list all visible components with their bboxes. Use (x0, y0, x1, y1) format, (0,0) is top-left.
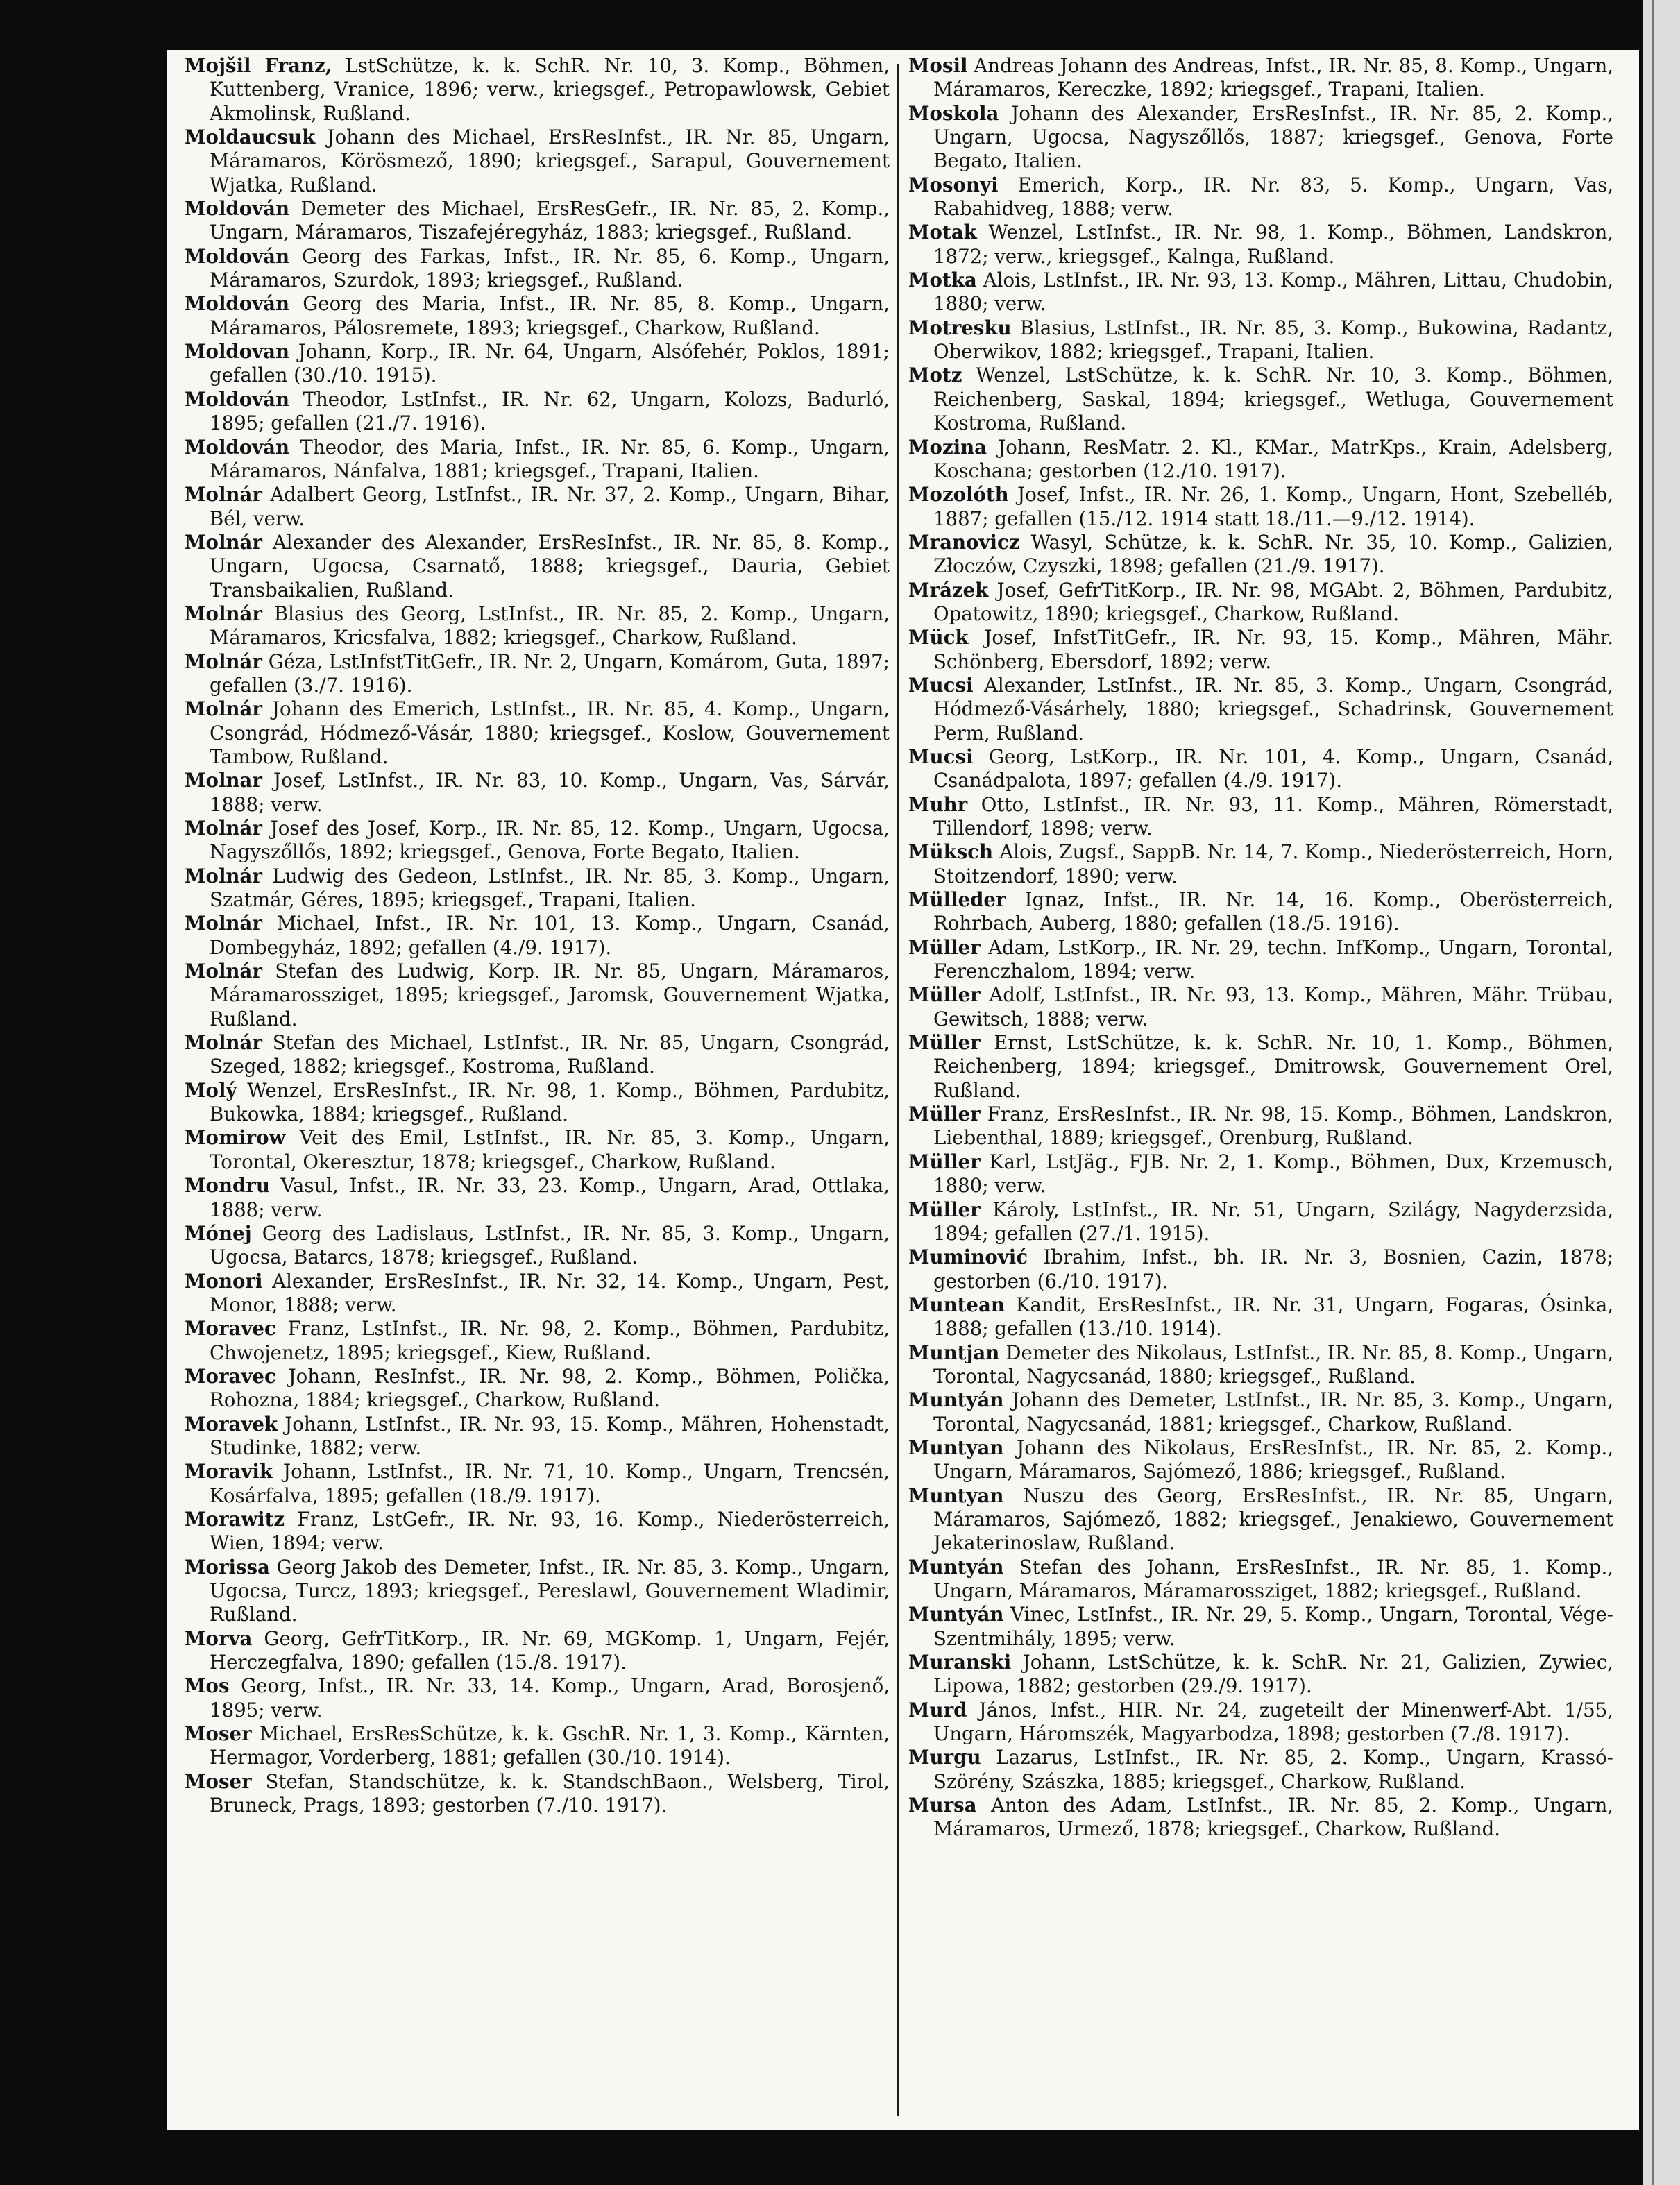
casualty-entry (185, 1317, 890, 1365)
entry-surname: Morva (185, 1626, 253, 1650)
entry-details: Stefan des Johann, ErsResInfst., IR. Nr. 85, 1. Komp., Ungarn, Máramaros, Máramarossziget, 1882; kriegsgef., Rußland. (933, 1555, 1613, 1602)
casualty-entry (908, 1651, 1613, 1699)
entry-details: Theodor, LstInfst., IR. Nr. 62, Ungarn, Kolozs, Badurló, 1895; gefallen (21./7. 1916). (210, 387, 890, 435)
entry-details: Adolf, LstInfst., IR. Nr. 93, 13. Komp., Mähren, Mähr. Trübau, Gewitsch, 1888; verw. (933, 983, 1613, 1030)
entry-details: Andreas Johann des Andreas, Infst., IR. Nr. 85, 8. Komp., Ungarn, Máramaros, Kereczke, 1892; kriegsgef., Trapani, Italien. (933, 54, 1613, 101)
entry-details: Johann, LstSchütze, k. k. SchR. Nr. 21, Galizien, Zywiec, Lipowa, 1882; gestorben (29./9. 1917). (933, 1651, 1613, 1698)
entry-surname: Moser (185, 1722, 252, 1746)
entry-details: Johann, LstInfst., IR. Nr. 93, 15. Komp., Mähren, Hohenstadt, Studinke, 1882; verw. (210, 1412, 890, 1459)
entry-surname: Molnár (185, 817, 262, 840)
casualty-entry (185, 126, 890, 197)
entry-details: Michael, ErsResSchütze, k. k. GschR. Nr. 1, 3. Komp., Kärnten, Hermagor, Vorderberg, 1881; gefallen (30./10. 1914). (210, 1722, 890, 1769)
casualty-entry (908, 221, 1613, 269)
casualty-entry (908, 983, 1613, 1031)
entry-details: Alois, LstInfst., IR. Nr. 93, 13. Komp., Mähren, Littau, Chudobin, 1880; verw. (933, 269, 1613, 316)
entry-surname: Murd (908, 1698, 967, 1721)
entry-surname: Morissa (185, 1555, 270, 1579)
casualty-entry (908, 1198, 1613, 1246)
entry-details: Blasius, LstInfst., IR. Nr. 85, 3. Komp., Bukowina, Radantz, Oberwikov, 1882; kriegsgef., Trapani, Italien. (933, 316, 1613, 364)
entry-surname: Muranski (908, 1651, 1012, 1674)
entry-surname: Moldován (185, 292, 290, 316)
casualty-entry (185, 912, 890, 960)
casualty-entry (908, 364, 1613, 435)
entry-surname: Molnar (185, 769, 262, 792)
entry-details: Georg Jakob des Demeter, Infst., IR. Nr. 85, 3. Komp., Ungarn, Ugocsa, Turcz, 1893; kriegsgef., Pereslawl, Gouvernement Wladimir, Rußland. (210, 1555, 890, 1626)
casualty-entry (185, 245, 890, 293)
casualty-entry (185, 1770, 890, 1818)
casualty-entry (185, 1126, 890, 1174)
casualty-entry (908, 1103, 1613, 1150)
entry-details: Ludwig des Gedeon, LstInfst., IR. Nr. 85, 3. Komp., Ungarn, Szatmár, Géres, 1895; kriegsgef., Trapani, Italien. (210, 864, 890, 912)
entry-details: Wenzel, ErsResInfst., IR. Nr. 98, 1. Komp., Böhmen, Pardubitz, Bukowka, 1884; kriegsgef., Rußland. (210, 1078, 890, 1126)
entry-details: Alexander, ErsResInfst., IR. Nr. 32, 14. Komp., Ungarn, Pest, Monor, 1888; verw. (210, 1269, 890, 1316)
entry-surname: Moskola (908, 101, 999, 125)
entry-details: Kandit, ErsResInfst., IR. Nr. 31, Ungarn, Fogaras, Ósinka, 1888; gefallen (13./10. 1914). (933, 1293, 1613, 1341)
entry-details: Stefan des Michael, LstInfst., IR. Nr. 85, Ungarn, Csongrád, Szeged, 1882; kriegsgef., Kostroma, Rußland. (210, 1031, 890, 1078)
casualty-entry (908, 1341, 1613, 1389)
casualty-entry (185, 1556, 890, 1627)
casualty-entry (185, 817, 890, 865)
casualty-entry (908, 1245, 1613, 1293)
casualty-entry (185, 1174, 890, 1222)
casualty-entry (185, 960, 890, 1031)
entry-details: Adam, LstKorp., IR. Nr. 29, techn. InfKomp., Ungarn, Torontal, Ferenczhalom, 1894; verw. (933, 935, 1613, 983)
casualty-entry (185, 697, 890, 769)
entry-details: Demeter des Nikolaus, LstInfst., IR. Nr. 85, 8. Komp., Ungarn, Torontal, Nagycsanád, 1880; kriegsgef., Rußland. (933, 1341, 1613, 1388)
entry-surname: Mosonyi (908, 173, 999, 196)
casualty-entry (908, 1150, 1613, 1198)
entry-details: Theodor, des Maria, Infst., IR. Nr. 85, 6. Komp., Ungarn, Máramaros, Nánfalva, 1881; kriegsgef., Trapani, Italien. (210, 435, 890, 482)
entry-details: Johann des Alexander, ErsResInfst., IR. Nr. 85, 2. Komp., Ungarn, Ugocsa, Nagyszőllős, 1887; kriegsgef., Genova, Forte Begato, Italien. (933, 101, 1613, 173)
entry-surname: Mónej (185, 1221, 252, 1245)
entry-surname: Molnár (185, 483, 262, 507)
entry-surname: Mülleder (908, 888, 1006, 912)
entry-surname: Muntjan (908, 1341, 1000, 1364)
entry-details: Johann des Demeter, LstInfst., IR. Nr. 85, 3. Komp., Ungarn, Torontal, Nagycsanád, 1881; kriegsgef., Charkow, Rußland. (933, 1388, 1613, 1436)
entry-surname: Muntean (908, 1293, 1005, 1316)
entry-surname: Mos (185, 1674, 230, 1698)
casualty-entry (185, 1270, 890, 1318)
entry-surname: Müller (908, 1150, 981, 1173)
entry-surname: Molnár (185, 697, 262, 721)
entry-surname: Molnár (185, 602, 262, 625)
entry-surname: Müller (908, 1198, 981, 1221)
entry-surname: Moldován (185, 435, 290, 459)
casualty-entry (185, 865, 890, 912)
entry-surname: Moravec (185, 1317, 276, 1341)
entry-surname: Mück (908, 626, 969, 649)
entry-details: Johann, Korp., IR. Nr. 64, Ungarn, Alsófehér, Poklos, 1891; gefallen (30./10. 1915). (210, 340, 890, 387)
entry-details: Georg, Infst., IR. Nr. 33, 14. Komp., Ungarn, Arad, Borosjenő, 1895; verw. (210, 1674, 890, 1721)
entry-surname: Molý (185, 1078, 237, 1102)
entry-details: Franz, LstInfst., IR. Nr. 98, 2. Komp., Böhmen, Pardubitz, Chwojenetz, 1895; kriegsgef., Kiew, Rußland. (210, 1317, 890, 1364)
entry-surname: Moravik (185, 1460, 273, 1483)
entry-surname: Moldaucsuk (185, 126, 316, 149)
entry-details: Johann, LstInfst., IR. Nr. 71, 10. Komp., Ungarn, Trencsén, Kosárfalva, 1895; gefallen (18./9. 1917). (210, 1460, 890, 1507)
entry-details: Alexander des Alexander, ErsResInfst., IR. Nr. 85, 8. Komp., Ungarn, Ugocsa, Csarnatő, 1888; kriegsgef., Dauria, Gebiet Transbaikalien, Rußland. (210, 530, 890, 602)
casualty-entry (185, 197, 890, 245)
entry-surname: Morawitz (185, 1507, 285, 1531)
entry-surname: Moravek (185, 1412, 278, 1436)
entry-surname: Molnár (185, 912, 262, 935)
casualty-entry (185, 769, 890, 817)
entry-surname: Motka (908, 269, 977, 292)
casualty-entry (185, 483, 890, 531)
entry-surname: Müller (908, 1031, 981, 1055)
entry-details: Károly, LstInfst., IR. Nr. 51, Ungarn, Szilágy, Nagyderzsida, 1894; gefallen (27./1. 1915). (933, 1198, 1613, 1245)
casualty-entry (908, 1388, 1613, 1436)
entry-details: Franz, ErsResInfst., IR. Nr. 98, 15. Komp., Böhmen, Landskron, Liebenthal, 1889; kriegsgef., Orenburg, Rußland. (933, 1103, 1613, 1150)
casualty-entry (185, 292, 890, 340)
entry-details: Josef, InfstTitGefr., IR. Nr. 93, 15. Komp., Mähren, Mähr. Schönberg, Ebersdorf, 1892; verw. (933, 626, 1613, 673)
casualty-entry (185, 1722, 890, 1770)
casualty-entry (185, 602, 890, 650)
entry-surname: Muntyán (908, 1555, 1004, 1579)
casualty-entry (185, 1508, 890, 1556)
entry-surname: Moravec (185, 1364, 276, 1388)
entry-details: Vinec, LstInfst., IR. Nr. 29, 5. Komp., Ungarn, Torontal, Vége-Szentmihály, 1895; verw. (933, 1603, 1613, 1650)
casualty-entry (908, 1293, 1613, 1341)
entry-surname: Moldován (185, 387, 290, 411)
entry-surname: Molnár (185, 960, 262, 983)
casualty-entry (185, 388, 890, 436)
casualty-entry (185, 531, 890, 602)
entry-details: Johann des Nikolaus, ErsResInfst., IR. Nr. 85, 2. Komp., Ungarn, Máramaros, Sajómező, 1886; kriegsgef., Rußland. (933, 1436, 1613, 1483)
entry-details: Michael, Infst., IR. Nr. 101, 13. Komp., Ungarn, Csanád, Dombegyház, 1892; gefallen (4./9. 1917). (210, 912, 890, 959)
casualty-entry (185, 1365, 890, 1413)
entry-details: Georg des Ladislaus, LstInfst., IR. Nr. 85, 3. Komp., Ungarn, Ugocsa, Batarcs, 1878; kriegsgef., Rußland. (210, 1221, 890, 1269)
entry-details: Johann des Michael, ErsResInfst., IR. Nr. 85, Ungarn, Máramaros, Körösmező, 1890; kriegsgef., Sarapul, Gouvernement Wjatka, Rußland. (210, 126, 890, 196)
entry-surname: Molnár (185, 530, 262, 554)
document-page (167, 50, 1639, 2130)
entry-surname: Moldovan (185, 340, 290, 364)
casualty-entry (908, 1484, 1613, 1556)
entry-surname: Müller (908, 1103, 981, 1126)
entry-surname: Mozina (908, 435, 987, 459)
casualty-entry (185, 340, 890, 388)
entry-details: Alois, Zugsf., SappB. Nr. 14, 7. Komp., Niederösterreich, Horn, Stoitzendorf, 1890; verw. (933, 840, 1613, 887)
column-divider (897, 64, 899, 2116)
left-column (185, 54, 890, 1817)
right-column (908, 54, 1613, 1842)
entry-details: Wenzel, LstInfst., IR. Nr. 98, 1. Komp., Böhmen, Landskron, 1872; verw., kriegsgef., Kalnga, Rußland. (933, 221, 1613, 268)
entry-details: Franz, LstGefr., IR. Nr. 93, 16. Komp., Niederösterreich, Wien, 1894; verw. (210, 1507, 890, 1555)
entry-surname: Müller (908, 935, 981, 959)
entry-surname: Molnár (185, 864, 262, 887)
entry-details: Johann, ResInfst., IR. Nr. 98, 2. Komp., Böhmen, Polička, Rohozna, 1884; kriegsgef., Charkow, Rußland. (210, 1364, 890, 1412)
entry-details: Emerich, Korp., IR. Nr. 83, 5. Komp., Ungarn, Vas, Rabahidveg, 1888; verw. (933, 173, 1613, 221)
entry-surname: Muntyan (908, 1483, 1004, 1507)
casualty-entry (908, 793, 1613, 841)
entry-details: Ibrahim, Infst., bh. IR. Nr. 3, Bosnien, Cazin, 1878; gestorben (6./10. 1917). (933, 1245, 1613, 1293)
casualty-entry (908, 1436, 1613, 1484)
casualty-entry (908, 102, 1613, 173)
entry-details: Josef, GefrTitKorp., IR. Nr. 98, MGAbt. 2, Böhmen, Pardubitz, Opatowitz, 1890; kriegsgef., Charkow, Rußland. (933, 578, 1613, 625)
casualty-entry (185, 1460, 890, 1508)
entry-details: Lazarus, LstInfst., IR. Nr. 85, 2. Komp., Ungarn, Krassó-Szörény, Szászka, 1885; kriegsgef., Charkow, Rußland. (933, 1746, 1613, 1793)
casualty-entry (908, 1746, 1613, 1794)
casualty-entry (908, 1031, 1613, 1103)
entry-details: Wasyl, Schütze, k. k. SchR. Nr. 35, 10. Komp., Galizien, Złoczów, Czyszki, 1898; gefallen (21./9. 1917). (933, 530, 1613, 578)
page-edge-line (1652, 0, 1654, 2185)
casualty-entry (908, 54, 1613, 102)
casualty-entry (908, 316, 1613, 364)
entry-details: Alexander, LstInfst., IR. Nr. 85, 3. Komp., Ungarn, Csongrád, Hódmező-Vásárhely, 1880; kriegsgef., Schadrinsk, Gouvernement Perm, Rußland. (933, 673, 1613, 745)
casualty-entry (908, 483, 1613, 531)
entry-details: Georg des Farkas, Infst., IR. Nr. 85, 6. Komp., Ungarn, Máramaros, Szurdok, 1893; kriegsgef., Rußland. (210, 244, 890, 292)
entry-surname: Moser (185, 1769, 252, 1793)
entry-surname: Mojšil Franz, (185, 54, 332, 77)
entry-surname: Moldován (185, 197, 290, 221)
entry-details: Georg, LstKorp., IR. Nr. 101, 4. Komp., Ungarn, Csanád, Csanádpalota, 1897; gefallen (4./9. 1917). (933, 745, 1613, 792)
casualty-entry (908, 1603, 1613, 1651)
entry-details: Otto, LstInfst., IR. Nr. 93, 11. Komp., Mähren, Römerstadt, Tillendorf, 1898; verw. (933, 792, 1613, 840)
casualty-entry (185, 54, 890, 126)
casualty-entry (908, 745, 1613, 793)
entry-surname: Mranovicz (908, 530, 1020, 554)
casualty-entry (908, 674, 1613, 745)
entry-details: Johann des Emerich, LstInfst., IR. Nr. 85, 4. Komp., Ungarn, Csongrád, Hódmező-Vásár, 1880; kriegsgef., Koslow, Gouvernement Tambow, Rußland. (210, 697, 890, 768)
casualty-entry (185, 1674, 890, 1722)
casualty-entry (185, 436, 890, 484)
entry-details: Ernst, LstSchütze, k. k. SchR. Nr. 10, 1. Komp., Böhmen, Reichenberg, 1894; kriegsgef., Dmitrowsk, Gouvernement Orel, Rußland. (933, 1031, 1613, 1102)
entry-surname: Muminović (908, 1245, 1028, 1269)
entry-surname: Mucsi (908, 745, 974, 768)
casualty-entry (185, 1079, 890, 1127)
entry-details: Anton des Adam, LstInfst., IR. Nr. 85, 2. Komp., Ungarn, Máramaros, Urmező, 1878; kriegsgef., Charkow, Rußland. (933, 1794, 1613, 1841)
entry-surname: Molnár (185, 649, 262, 673)
entry-surname: Moldován (185, 244, 290, 268)
casualty-entry (185, 1627, 890, 1675)
entry-details: Josef des Josef, Korp., IR. Nr. 85, 12. Komp., Ungarn, Ugocsa, Nagyszőllős, 1892; kriegsgef., Genova, Forte Begato, Italien. (210, 817, 890, 864)
entry-surname: Murgu (908, 1746, 981, 1769)
entry-details: Georg, GefrTitKorp., IR. Nr. 69, MGKomp. 1, Ungarn, Fejér, Herczegfalva, 1890; gefallen (15./8. 1917). (210, 1626, 890, 1674)
entry-details: Demeter des Michael, ErsResGefr., IR. Nr. 85, 2. Komp., Ungarn, Máramaros, Tiszafejéregyház, 1883; kriegsgef., Rußland. (210, 197, 890, 244)
entry-details: Karl, LstJäg., FJB. Nr. 2, 1. Komp., Böhmen, Dux, Krzemusch, 1880; verw. (933, 1150, 1613, 1198)
entry-surname: Mucsi (908, 673, 974, 697)
casualty-entry (185, 1413, 890, 1461)
casualty-entry (185, 1222, 890, 1270)
entry-details: Géza, LstInfstTitGefr., IR. Nr. 2, Ungarn, Komárom, Guta, 1897; gefallen (3./7. 1916). (210, 649, 890, 697)
casualty-entry (185, 1031, 890, 1079)
entry-details: Wenzel, LstSchütze, k. k. SchR. Nr. 10, 3. Komp., Böhmen, Reichenberg, Saskal, 1894; kriegsgef., Wetluga, Gouvernement Kostroma, Rußland. (933, 364, 1613, 435)
page-edge-strip (1643, 0, 1680, 2185)
entry-surname: Muntyan (908, 1436, 1004, 1459)
entry-surname: Mondru (185, 1174, 270, 1198)
casualty-entry (908, 269, 1613, 316)
entry-details: Josef, LstInfst., IR. Nr. 83, 10. Komp., Ungarn, Vas, Sárvár, 1888; verw. (210, 769, 890, 816)
entry-surname: Müksch (908, 840, 994, 864)
entry-surname: Mozolóth (908, 483, 1009, 507)
entry-surname: Mosil (908, 54, 968, 77)
entry-details: János, Infst., HIR. Nr. 24, zugeteilt der Minenwerf-Abt. 1/55, Ungarn, Háromszék, Magyarbodza, 1898; gestorben (7./8. 1917). (933, 1698, 1613, 1746)
casualty-entry (908, 531, 1613, 579)
entry-details: Veit des Emil, LstInfst., IR. Nr. 85, 3. Komp., Ungarn, Torontal, Okeresztur, 1878; kriegsgef., Charkow, Rußland. (210, 1126, 890, 1173)
casualty-entry (908, 1699, 1613, 1746)
casualty-entry (908, 436, 1613, 484)
casualty-entry (908, 936, 1613, 984)
casualty-entry (908, 840, 1613, 888)
entry-details: Vasul, Infst., IR. Nr. 33, 23. Komp., Ungarn, Arad, Ottlaka, 1888; verw. (210, 1174, 890, 1221)
entry-surname: Motresku (908, 316, 1012, 339)
entry-surname: Motak (908, 221, 977, 244)
entry-details: Stefan, Standschütze, k. k. StandschBaon., Welsberg, Tirol, Bruneck, Prags, 1893; gestorben (7./10. 1917). (210, 1769, 890, 1817)
entry-surname: Muntyán (908, 1603, 1004, 1626)
entry-details: Nuszu des Georg, ErsResInfst., IR. Nr. 85, Ungarn, Máramaros, Sajómező, 1882; kriegsgef., Jenakiewo, Gouvernement Jekaterinoslaw, Rußland. (933, 1483, 1613, 1555)
entry-details: Adalbert Georg, LstInfst., IR. Nr. 37, 2. Komp., Ungarn, Bihar, Bél, verw. (210, 483, 890, 530)
entry-surname: Mursa (908, 1794, 977, 1817)
casualty-entry (908, 888, 1613, 936)
casualty-entry (908, 173, 1613, 221)
casualty-entry (908, 579, 1613, 627)
casualty-entry (185, 650, 890, 698)
entry-details: LstSchütze, k. k. SchR. Nr. 10, 3. Komp., Böhmen, Kuttenberg, Vranice, 1896; verw., kriegsgef., Petropawlowsk, Gebiet Akmolinsk, Rußland. (210, 54, 890, 125)
entry-surname: Motz (908, 364, 962, 387)
entry-surname: Müller (908, 983, 981, 1007)
entry-surname: Molnár (185, 1031, 262, 1055)
entry-details: Georg des Maria, Infst., IR. Nr. 85, 8. Komp., Ungarn, Máramaros, Pálosremete, 1893; kriegsgef., Charkow, Rußland. (210, 292, 890, 339)
entry-surname: Monori (185, 1269, 263, 1293)
entry-surname: Mrázek (908, 578, 989, 602)
entry-details: Stefan des Ludwig, Korp. IR. Nr. 85, Ungarn, Máramaros, Máramarossziget, 1895; kriegsgef., Jaromsk, Gouvernement Wjatka, Rußland. (210, 960, 890, 1030)
entry-details: Ignaz, Infst., IR. Nr. 14, 16. Komp., Oberösterreich, Rohrbach, Auberg, 1880; gefallen (18./5. 1916). (933, 888, 1613, 935)
entry-details: Blasius des Georg, LstInfst., IR. Nr. 85, 2. Komp., Ungarn, Máramaros, Kricsfalva, 1882; kriegsgef., Charkow, Rußland. (210, 602, 890, 649)
entry-surname: Muntyán (908, 1388, 1004, 1412)
entry-surname: Muhr (908, 792, 968, 816)
entry-details: Johann, ResMatr. 2. Kl., KMar., MatrKps., Krain, Adelsberg, Koschana; gestorben (12./10. 1917). (933, 435, 1613, 482)
casualty-entry (908, 626, 1613, 674)
casualty-entry (908, 1556, 1613, 1604)
entry-details: Josef, Infst., IR. Nr. 26, 1. Komp., Ungarn, Hont, Szebelléb, 1887; gefallen (15./12. 1914 statt 18./11.—9./12. 1914). (933, 483, 1613, 530)
casualty-entry (908, 1794, 1613, 1842)
entry-surname: Momirow (185, 1126, 286, 1150)
